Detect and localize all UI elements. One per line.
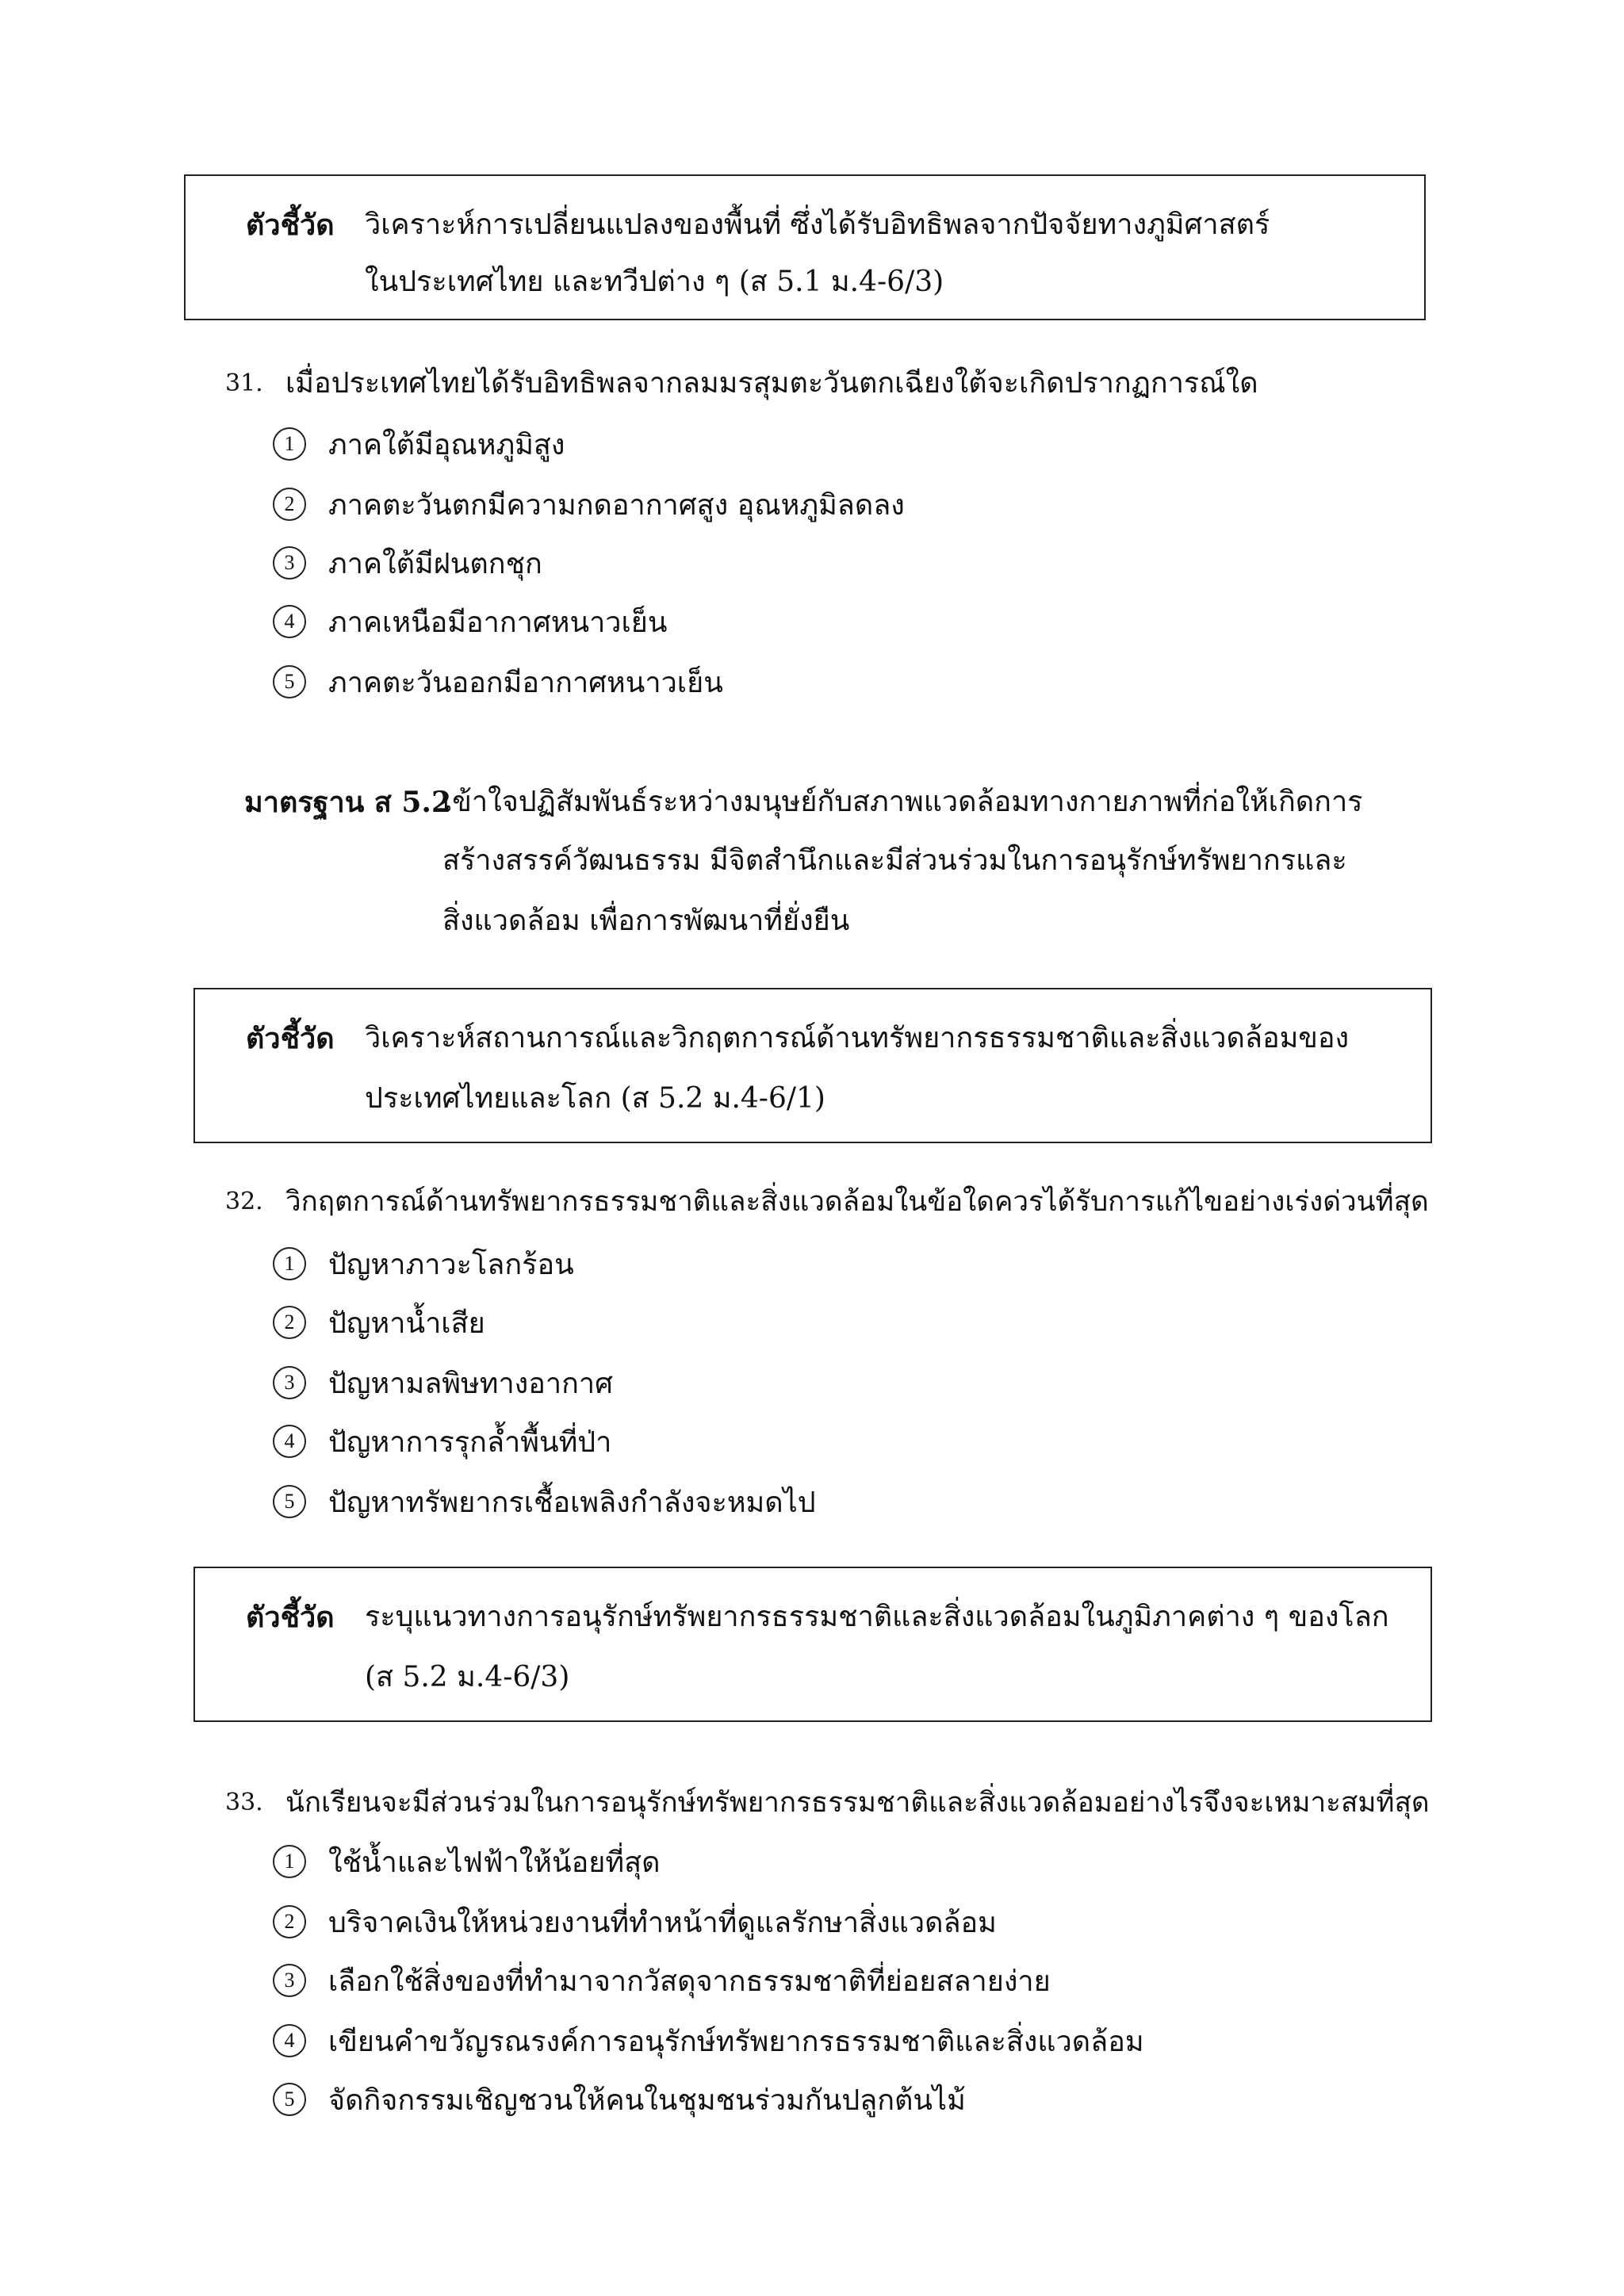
option-text: บริจาคเงินให้หน่วยงานที่ทำหน้าที่ดูแลรักษาสิ่งแวดล้อม: [328, 1906, 997, 1939]
option-text: ปัญหาทรัพยากรเชื้อเพลิงกำลังจะหมดไป: [328, 1486, 816, 1519]
indicator-label: ตัวชี้วัด: [246, 1022, 335, 1055]
option-text: ภาคเหนือมีอากาศหนาวเย็น: [328, 606, 668, 639]
indicator-text-line1: ระบุแนวทางการอนุรักษ์ทรัพยากรธรรมชาติและสิ่งแวดล้อมในภูมิภาคต่าง ๆ ของโลก: [365, 1601, 1389, 1633]
option-4[interactable]: [273, 1421, 611, 1462]
option-1[interactable]: [273, 1841, 660, 1882]
standard-text-line2: สร้างสรรค์วัฒนธรรม มีจิตสำนึกและมีส่วนร่วมในการอนุรักษ์ทรัพยากรและ: [442, 844, 1347, 877]
question-stem: วิกฤตการณ์ด้านทรัพยากรธรรมชาติและสิ่งแวดล้อมในข้อใดควรได้รับการแก้ไขอย่างเร่งด่วนที่สุด: [285, 1186, 1429, 1218]
standard-text-line1: เข้าใจปฏิสัมพันธ์ระหว่างมนุษย์กับสภาพแวดล้อมทางกายภาพที่ก่อให้เกิดการ: [442, 786, 1363, 818]
option-text: ภาคใต้มีฝนตกชุก: [328, 547, 542, 580]
option-number-circle: 2: [273, 488, 306, 521]
option-5[interactable]: [273, 661, 723, 702]
option-2[interactable]: [273, 484, 905, 525]
indicator-label: ตัวชี้วัด: [246, 209, 335, 242]
option-2[interactable]: [273, 1901, 997, 1942]
standard-label: มาตรฐาน ส 5.2: [244, 786, 452, 819]
question-stem: เมื่อประเทศไทยได้รับอิทธิพลจากลมมรสุมตะวันตกเฉียงใต้จะเกิดปรากฏการณ์ใด: [285, 367, 1258, 400]
option-number-circle: 3: [273, 1964, 306, 1997]
option-3[interactable]: [273, 542, 542, 584]
option-text: ปัญหาการรุกล้ำพื้นที่ป่า: [328, 1425, 612, 1459]
indicator-text-line2: ในประเทศไทย และทวีปต่าง ๆ (ส 5.1 ม.4-6/3): [365, 266, 944, 298]
option-number-circle: 3: [273, 1366, 306, 1399]
option-text: ปัญหาน้ำเสีย: [328, 1307, 485, 1340]
option-5[interactable]: [273, 1481, 816, 1522]
option-number-circle: 2: [273, 1905, 306, 1938]
option-1[interactable]: [273, 1243, 574, 1284]
indicator-text-line1: วิเคราะห์สถานการณ์และวิกฤตการณ์ด้านทรัพยากรธรรมชาติและสิ่งแวดล้อมของ: [365, 1022, 1350, 1054]
question-stem: นักเรียนจะมีส่วนร่วมในการอนุรักษ์ทรัพยากรธรรมชาติและสิ่งแวดล้อมอย่างไรจึงจะเหมาะสมที่สุด: [285, 1787, 1430, 1819]
option-number-circle: 1: [273, 1247, 306, 1280]
option-number-circle: 2: [273, 1306, 306, 1339]
option-1[interactable]: [273, 423, 565, 465]
option-number-circle: 1: [273, 1845, 306, 1878]
option-5[interactable]: [273, 2079, 966, 2120]
option-3[interactable]: [273, 1362, 613, 1403]
option-number-circle: 3: [273, 546, 306, 580]
option-4[interactable]: [273, 2020, 1144, 2061]
option-number-circle: 4: [273, 605, 306, 638]
option-text: ใช้น้ำและไฟฟ้าให้น้อยที่สุด: [328, 1846, 661, 1879]
question-number: 32.: [225, 1188, 263, 1215]
option-text: ปัญหาภาวะโลกร้อน: [328, 1248, 574, 1281]
question-number: 33.: [225, 1789, 263, 1816]
option-number-circle: 5: [273, 2083, 306, 2116]
indicator-box-3: [193, 1567, 1432, 1722]
option-text: จัดกิจกรรมเชิญชวนให้คนในชุมชนร่วมกันปลูกต้นไม้: [328, 2084, 966, 2117]
standard-text-line3: สิ่งแวดล้อม เพื่อการพัฒนาที่ยั่งยืน: [442, 905, 850, 937]
indicator-text-line2: (ส 5.2 ม.4-6/3): [365, 1661, 570, 1693]
question-number: 31.: [225, 369, 263, 397]
option-text: ภาคใต้มีอุณหภูมิสูง: [328, 428, 565, 461]
option-4[interactable]: [273, 601, 668, 642]
option-3[interactable]: [273, 1960, 1051, 2001]
option-number-circle: 1: [273, 427, 306, 461]
option-number-circle: 4: [273, 1425, 306, 1458]
option-text: ปัญหามลพิษทางอากาศ: [328, 1367, 613, 1400]
indicator-text-line2: ประเทศไทยและโลก (ส 5.2 ม.4-6/1): [365, 1082, 825, 1115]
indicator-box-1: [184, 174, 1426, 320]
option-text: ภาคตะวันตกมีความกดอากาศสูง อุณหภูมิลดลง: [328, 488, 905, 522]
indicator-box-2: [193, 988, 1432, 1143]
indicator-label: ตัวชี้วัด: [246, 1601, 335, 1634]
indicator-text-line1: วิเคราะห์การเปลี่ยนแปลงของพื้นที่ ซึ่งได้รับอิทธิพลจากปัจจัยทางภูมิศาสตร์: [365, 209, 1270, 241]
option-number-circle: 5: [273, 665, 306, 698]
option-text: เขียนคำขวัญรณรงค์การอนุรักษ์ทรัพยากรธรรมชาติและสิ่งแวดล้อม: [328, 2025, 1144, 2058]
option-text: เลือกใช้สิ่งของที่ทำมาจากวัสดุจากธรรมชาติที่ย่อยสลายง่าย: [328, 1965, 1051, 1998]
option-text: ภาคตะวันออกมีอากาศหนาวเย็น: [328, 666, 723, 699]
option-2[interactable]: [273, 1302, 485, 1343]
option-number-circle: 5: [273, 1485, 306, 1518]
option-number-circle: 4: [273, 2024, 306, 2057]
